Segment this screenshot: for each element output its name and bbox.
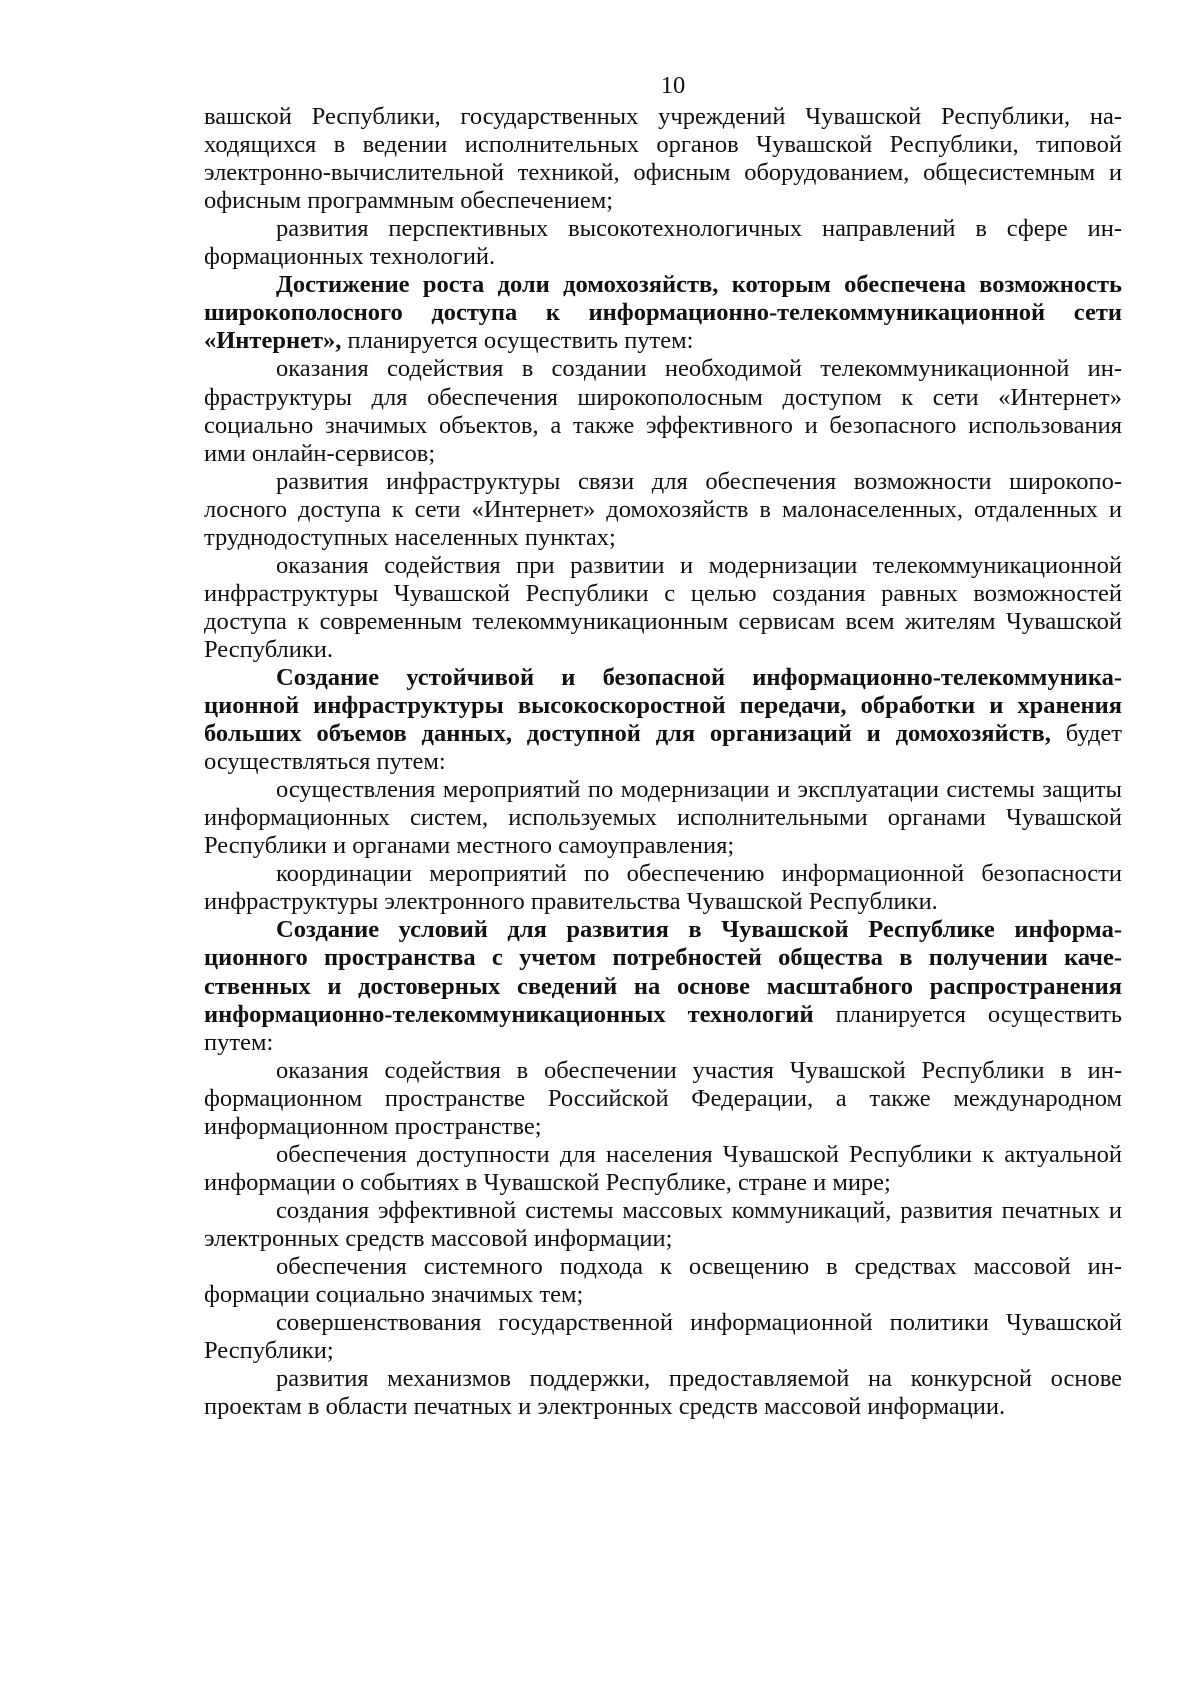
paragraph-text: координации мероприятий по обеспечению информационной безопасности инфраструктуры электронного правительства Чувашской Республики. [204, 860, 1122, 916]
paragraph-item [204, 1365, 1122, 1421]
paragraph-text: будет осуществляться путем: [204, 720, 1122, 776]
bold-lead-text: Создание условий для развития в Чувашской Республике информационного пространства с учетом потребностей общества в получении качественных и достоверных сведений на основе масштабного распространения информационно-телекоммуникационных технологий [204, 916, 1122, 1028]
bold-lead-text: Достижение роста доли домохозяйств, которым обеспечена возможность широкополосного доступа к информационно-телекоммуникационной сети «Интернет», [204, 271, 1122, 355]
paragraph-text: развития инфраструктуры связи для обеспечения возможности широкополосного доступа к сети «Интернет» домохозяйств в малонаселенных, отдаленных и труднодоступных населенных пунктах; [204, 467, 1122, 551]
document-page [204, 72, 1122, 1421]
paragraph-heading [204, 664, 1122, 776]
bold-lead-text: Создание устойчивой и безопасной информационно-телекоммуникационной инфраструктуры высокоскоростной передачи, обработки и хранения больших объемов данных, доступной для организаций и домохозяйств, [204, 663, 1122, 748]
paragraph-item [204, 776, 1122, 860]
paragraph-item [204, 1253, 1122, 1309]
paragraph-text: планируется осуществить путем: [204, 1000, 1123, 1056]
paragraph-heading [204, 916, 1122, 1056]
paragraph-text: обеспечения системного подхода к освещению в средствах массовой информации социально значимых тем; [204, 1252, 1122, 1309]
paragraph-text: осуществления мероприятий по модернизации и эксплуатации системы защиты информационных систем, используемых исполнительными органами Чувашской Республики и органами местного самоуправления; [204, 776, 1122, 860]
paragraph-item [204, 1309, 1122, 1365]
paragraph-text: оказания содействия в создании необходимой телекоммуникационной инфраструктуры для обеспечения широкополосным доступом к сети «Интернет» социально значимых объектов, а также эффективного и безопасного использования ими онлайн-сервисов; [204, 355, 1122, 467]
paragraph-item [204, 1197, 1122, 1253]
paragraph-item [204, 860, 1122, 916]
paragraph-text: создания эффективной системы массовых коммуникаций, развития печатных и электронных средств массовой информации; [204, 1196, 1122, 1252]
paragraph-item [204, 1141, 1122, 1197]
page-number: 10 [660, 72, 686, 99]
paragraph-heading [204, 271, 1122, 355]
paragraph-continuation [204, 103, 1122, 215]
paragraph-item [204, 215, 1122, 271]
paragraph-item [204, 468, 1122, 552]
paragraph-text: развития перспективных высокотехнологичных направлений в сфере информационных технологий. [204, 215, 1122, 271]
paragraph-text: обеспечения доступности для населения Чувашской Республики к актуальной информации о событиях в Чувашской Республике, стране и мире; [204, 1140, 1122, 1196]
paragraph-text: планируется осуществить путем: [341, 327, 694, 355]
paragraph-text: совершенствования государственной информационной политики Чувашской Республики; [204, 1309, 1122, 1365]
paragraph-text: оказания содействия при развитии и модернизации телекоммуникационной инфраструктуры Чувашской Республики с целью создания равных возможностей доступа к современным телекоммуникационным сервисам всем жителям Чувашской Республики. [204, 551, 1122, 663]
paragraph-text: развития механизмов поддержки, предоставляемой на конкурсной основе проектам в области печатных и электронных средств массовой информации. [204, 1365, 1122, 1421]
paragraph-item [204, 1057, 1122, 1141]
paragraph-item [204, 552, 1122, 664]
paragraph-text: оказания содействия в обеспечении участия Чувашской Республики в информационном пространстве Российской Федерации, а также международном информационном пространстве; [204, 1056, 1122, 1140]
paragraph-item [204, 355, 1122, 467]
paragraph-text: вашской Республики, государственных учреждений Чувашской Республики, находящихся в ведении исполнительных органов Чувашской Республики, типовой электронно-вычислительной техникой, офисным оборудованием, общесистемным и офисным программным обеспечением; [204, 103, 1122, 215]
